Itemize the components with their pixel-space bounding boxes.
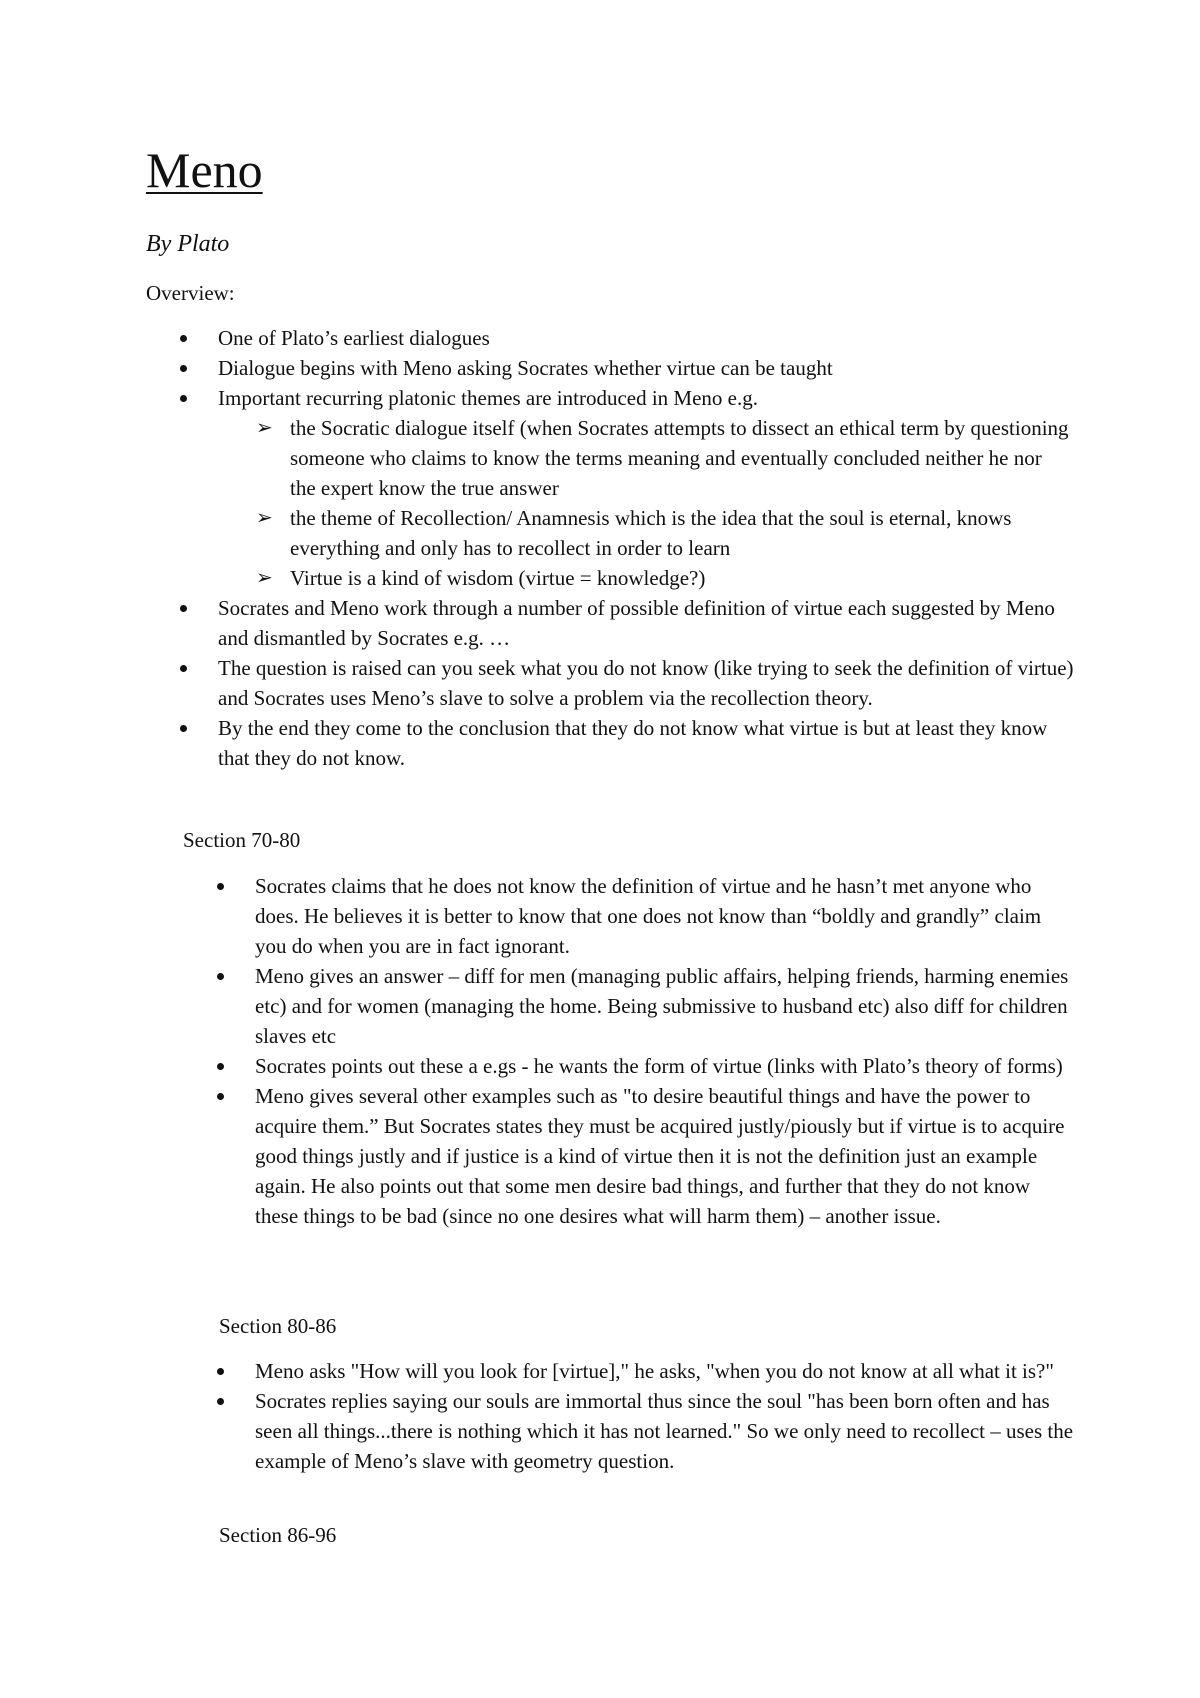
list-item: Socrates claims that he does not know the definition of virtue and he hasn’t met anyone who does. He believes it is better to know that one does not know than “boldly and grandly” claim you do when you are in fact ignorant. <box>183 871 1076 961</box>
list-item: Meno gives several other examples such as "to desire beautiful things and have the power to acquire them.” But Socrates states they must be acquired justly/piously but if virtue is to acquire good things justly and if justice is a kind of virtue then it is not the definition just an example again. He also points out that some men desire bad things, and further that they do not know these things to be bad (since no one desires what will harm them) – another issue. <box>183 1081 1076 1231</box>
section-heading-80-86: Section 80-86 <box>219 1314 337 1338</box>
bullet-icon <box>217 883 224 890</box>
bullet-icon <box>217 1093 224 1100</box>
themes-list <box>218 413 1076 593</box>
list-item: Socrates points out these a e.gs - he wants the form of virtue (links with Plato’s theory of forms) <box>183 1051 1076 1081</box>
list-item: Meno asks "How will you look for [virtue]," he asks, "when you do not know at all what it is?" <box>183 1356 1076 1386</box>
list-item: By the end they come to the conclusion that they do not know what virtue is but at least they know that they do not know. <box>146 713 1076 773</box>
list-item: One of Plato’s earliest dialogues <box>146 323 1076 353</box>
overview-label: Overview: <box>146 281 235 305</box>
arrowhead-icon: ➢ <box>256 417 273 439</box>
sub-list-item: ➢ the theme of Recollection/ Anamnesis which is the idea that the soul is eternal, knows everything and only has to recollect in order to learn <box>290 503 1070 563</box>
list-item: Dialogue begins with Meno asking Socrates whether virtue can be taught <box>146 353 1076 383</box>
bullet-icon <box>180 605 187 612</box>
overview-list <box>146 323 1076 773</box>
list-item: Meno gives an answer – diff for men (managing public affairs, helping friends, harming enemies etc) and for women (managing the home. Being submissive to husband etc) also diff for children slaves etc <box>183 961 1076 1051</box>
bullet-icon <box>180 395 187 402</box>
section-heading-86-96: Section 86-96 <box>219 1523 337 1547</box>
document-author: By Plato <box>146 231 230 257</box>
section-80-86-list <box>183 1356 1076 1476</box>
list-item: Socrates replies saying our souls are immortal thus since the soul "has been born often and has seen all things...there is nothing which it has not learned." So we only need to recollect – uses the example of Meno’s slave with geometry question. <box>183 1386 1076 1476</box>
list-item: Socrates and Meno work through a number of possible definition of virtue each suggested by Meno and dismantled by Socrates e.g. … <box>146 593 1076 653</box>
bullet-icon <box>217 1368 224 1375</box>
section-70-80-list <box>183 871 1076 1231</box>
bullet-icon <box>180 365 187 372</box>
list-item: Important recurring platonic themes are introduced in Meno e.g. ➢ the Socratic dialogue itself (when Socrates attempts to dissect an ethical term by questioning someone who claims to know the terms meaning and eventually concluded neither he nor the expert know the true answer ➢ the theme of Recollection/ Anamnesis which is the idea that the soul is eternal, knows everything and only has to recollect in order to learn ➢ Virtue is a kind of wisdom (virtue = knowledge?) <box>146 383 1076 593</box>
arrowhead-icon: ➢ <box>256 567 273 589</box>
bullet-icon <box>180 335 187 342</box>
list-item: The question is raised can you seek what you do not know (like trying to seek the definition of virtue) and Socrates uses Meno’s slave to solve a problem via the recollection theory. <box>146 653 1076 713</box>
bullet-icon <box>217 1398 224 1405</box>
bullet-icon <box>180 725 187 732</box>
bullet-icon <box>180 665 187 672</box>
section-heading-70-80: Section 70-80 <box>183 828 301 852</box>
bullet-icon <box>217 1063 224 1070</box>
document-title: Meno <box>146 142 263 198</box>
sub-list-item: ➢ Virtue is a kind of wisdom (virtue = knowledge?) <box>290 563 1070 593</box>
arrowhead-icon: ➢ <box>256 507 273 529</box>
bullet-icon <box>217 973 224 980</box>
sub-list-item: ➢ the Socratic dialogue itself (when Socrates attempts to dissect an ethical term by questioning someone who claims to know the terms meaning and eventually concluded neither he nor the expert know the true answer <box>290 413 1070 503</box>
